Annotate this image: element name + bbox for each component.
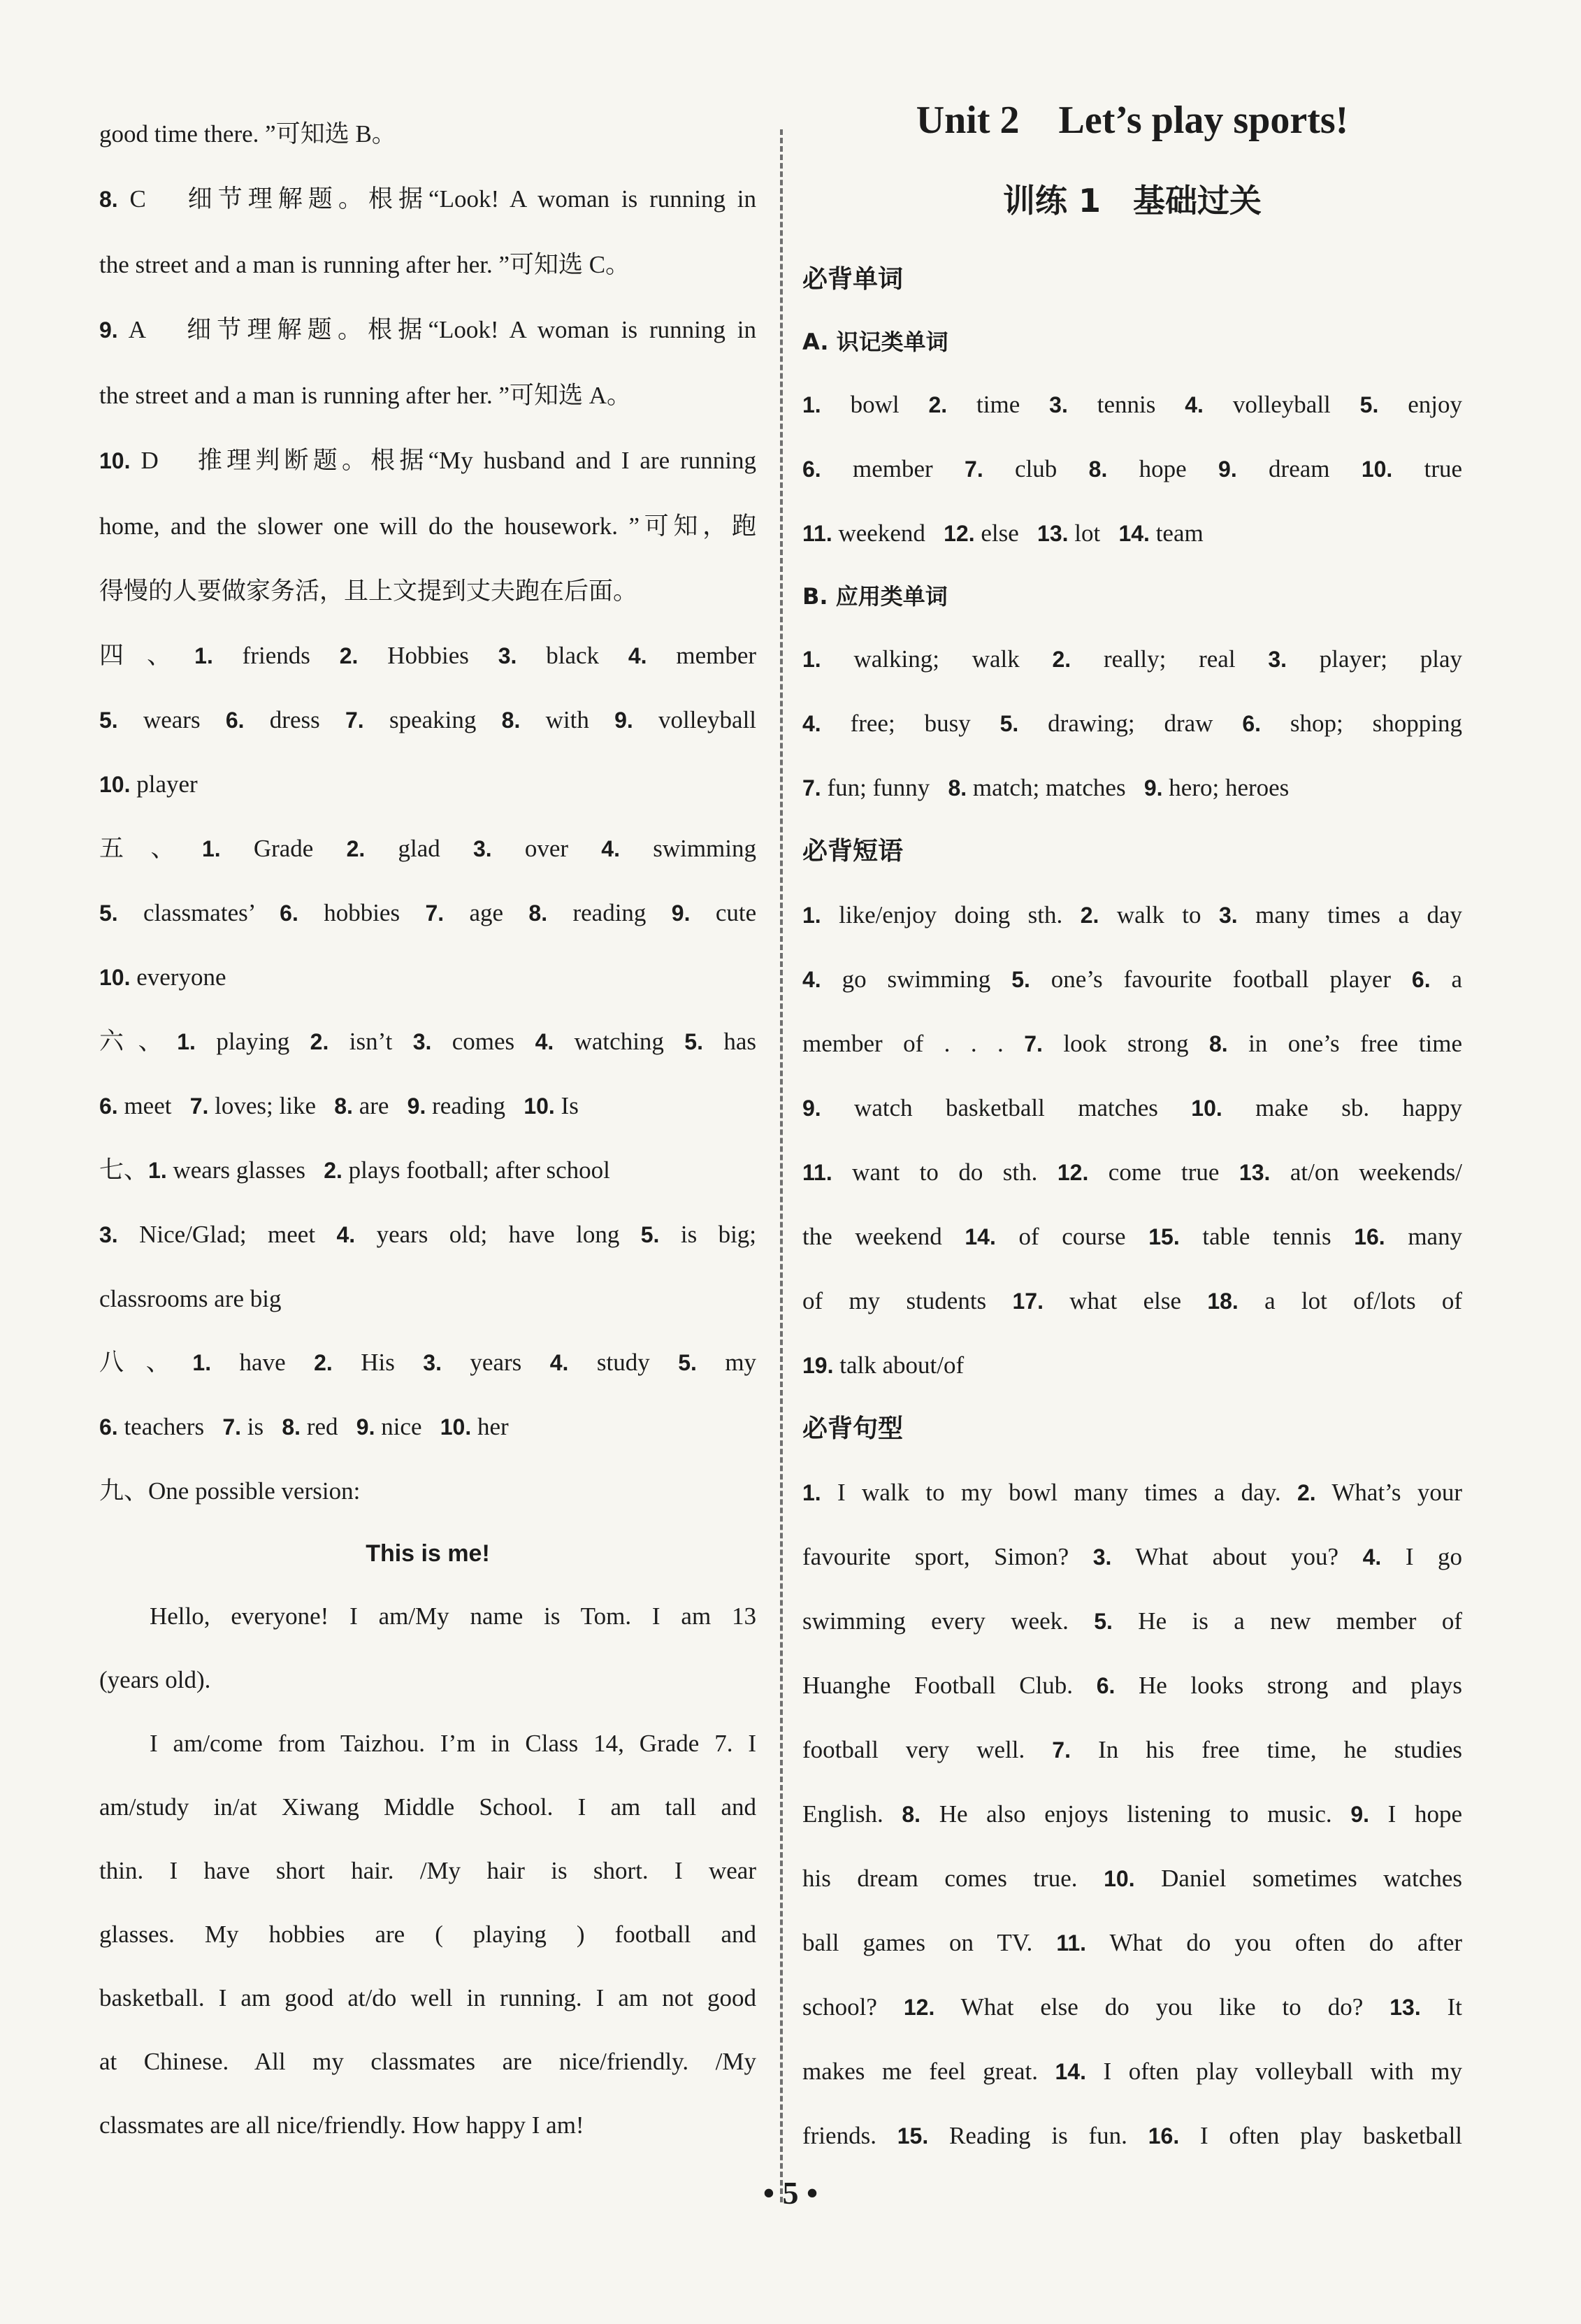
essay-line: classmates are all nice/friendly. How happy I am! xyxy=(99,2111,584,2139)
essay-line: glasses. My hobbies are ( playing ) football and xyxy=(99,1921,756,1948)
answer-line: the street and a man is running after her. ”可知选 C。 xyxy=(99,251,630,278)
answer-line: 8. C 细节理解题。根据“Look! A woman is running in xyxy=(99,185,756,213)
sentence-row: ball games on TV. 11. What do you often do after xyxy=(802,1929,1463,1956)
answer-line: home, and the slower one will do the housework. ”可知，跑 xyxy=(99,512,756,540)
phrase-row: the weekend 14. of course 15. table tennis 16. many xyxy=(802,1223,1463,1250)
unit-title: Unit 2 Let’s play sports! xyxy=(916,99,1349,142)
section-9-row: 九、One possible version: xyxy=(99,1477,361,1505)
section-6-row: 6. meet 7. loves; like 8. are 9. reading 10. Is xyxy=(99,1092,579,1119)
sentences-heading: 必背句型 xyxy=(802,1414,904,1443)
answer-line: 9. A 细节理解题。根据“Look! A woman is running in xyxy=(99,316,757,343)
section-5-row: 10. everyone xyxy=(99,963,226,991)
essay-line: (years old). xyxy=(99,1666,211,1693)
section-7-row: classrooms are big xyxy=(99,1285,282,1312)
essay-line: basketball. I am good at/do well in running. I am not good xyxy=(99,1984,756,2011)
essay-line: am/study in/at Xiwang Middle School. I am tall and xyxy=(99,1793,756,1821)
section-7-row: 3. Nice/Glad; meet 4. years old; have long 5. is big; xyxy=(99,1221,757,1248)
answer-line: 得慢的人要做家务活，且上文提到丈夫跑在后面。 xyxy=(99,578,638,605)
sentence-row: friends. 15. Reading is fun. 16. I often play basketball xyxy=(802,2122,1463,2149)
word-row: 1. bowl 2. time 3. tennis 4. volleyball 5. enjoy xyxy=(802,391,1463,418)
phrase-row: 9. watch basketball matches 10. make sb. happy xyxy=(802,1094,1463,1121)
sentence-row: favourite sport, Simon? 3. What about you? 4. I go xyxy=(802,1543,1463,1570)
a-heading: A. 识记类单词 xyxy=(802,329,948,355)
sentence-row: English. 8. He also enjoys listening to music. 9. I hope xyxy=(802,1800,1463,1828)
answer-line: good time there. ”可知选 B。 xyxy=(99,120,396,148)
section-7-row: 七、1. wears glasses 2. plays football; after school xyxy=(99,1156,610,1184)
sentence-row: football very well. 7. In his free time, he studies xyxy=(802,1736,1463,1763)
section-4-row: 四、1. friends 2. Hobbies 3. black 4. member xyxy=(99,642,757,669)
section-6-row: 六、1. playing 2. isn’t 3. comes 4. watching 5. has xyxy=(99,1028,757,1055)
sentence-row: Huanghe Football Club. 6. He looks strong and plays xyxy=(802,1672,1463,1699)
lesson-title: 训练 1 基础过关 xyxy=(1002,182,1262,220)
word-row: 4. free; busy 5. drawing; draw 6. shop; shopping xyxy=(802,710,1462,737)
b-heading: B. 应用类单词 xyxy=(802,583,948,610)
phrase-row: 1. like/enjoy doing sth. 2. walk to 3. many times a day xyxy=(802,901,1463,928)
sentence-row: 1. I walk to my bowl many times a day. 2. What’s your xyxy=(802,1479,1463,1506)
sentence-row: school? 12. What else do you like to do? 13. It xyxy=(802,1993,1463,2021)
answer-line: 10. D 推理判断题。根据“My husband and I are running xyxy=(99,447,756,474)
essay-line: thin. I have short hair. /My hair is short. I wear xyxy=(99,1857,756,1884)
right-column xyxy=(802,101,1462,2168)
essay-line: Hello, everyone! I am/My name is Tom. I am 13 xyxy=(150,1602,756,1630)
phrase-row: 4. go swimming 5. one’s favourite football player 6. a xyxy=(802,966,1463,993)
section-4-row: 5. wears 6. dress 7. speaking 8. with 9. volleyball xyxy=(99,706,757,733)
phrase-row: 11. want to do sth. 12. come true 13. at/on weekends/ xyxy=(802,1159,1463,1186)
word-row: 11. weekend 12. else 13. lot 14. team xyxy=(802,519,1204,547)
words-heading: 必背单词 xyxy=(802,265,904,294)
phrases-heading: 必背短语 xyxy=(802,837,904,866)
column-divider xyxy=(780,129,783,2202)
essay-line: at Chinese. All my classmates are nice/friendly. /My xyxy=(99,2048,756,2075)
answer-line: the street and a man is running after her. ”可知选 A。 xyxy=(99,382,632,409)
word-row: 7. fun; funny 8. match; matches 9. hero; heroes xyxy=(802,774,1290,801)
sentence-row: swimming every week. 5. He is a new member of xyxy=(802,1607,1462,1635)
page-number: • 5 • xyxy=(763,2175,818,2211)
essay-line: I am/come from Taizhou. I’m in Class 14, Grade 7. I xyxy=(150,1730,756,1757)
section-8-row: 6. teachers 7. is 8. red 9. nice 10. her xyxy=(99,1413,509,1440)
left-column xyxy=(99,101,756,2157)
word-row: 1. walking; walk 2. really; real 3. player; play xyxy=(802,645,1462,673)
section-5-row: 五、1. Grade 2. glad 3. over 4. swimming xyxy=(99,835,756,862)
sentence-row: makes me feel great. 14. I often play volleyball with my xyxy=(802,2058,1462,2085)
section-4-row: 10. player xyxy=(99,770,198,798)
phrase-row: member of . . . 7. look strong 8. in one’s free time xyxy=(802,1030,1463,1057)
section-5-row: 5. classmates’ 6. hobbies 7. age 8. reading 9. cute xyxy=(99,899,757,926)
sentence-row: his dream comes true. 10. Daniel sometimes watches xyxy=(802,1865,1462,1892)
phrase-row: 19. talk about/of xyxy=(802,1351,965,1379)
phrase-row: of my students 17. what else 18. a lot of/lots of xyxy=(802,1287,1463,1314)
essay-title: This is me! xyxy=(366,1540,490,1567)
word-row: 6. member 7. club 8. hope 9. dream 10. true xyxy=(802,455,1463,482)
section-8-row: 八、1. have 2. His 3. years 4. study 5. my xyxy=(99,1349,757,1376)
